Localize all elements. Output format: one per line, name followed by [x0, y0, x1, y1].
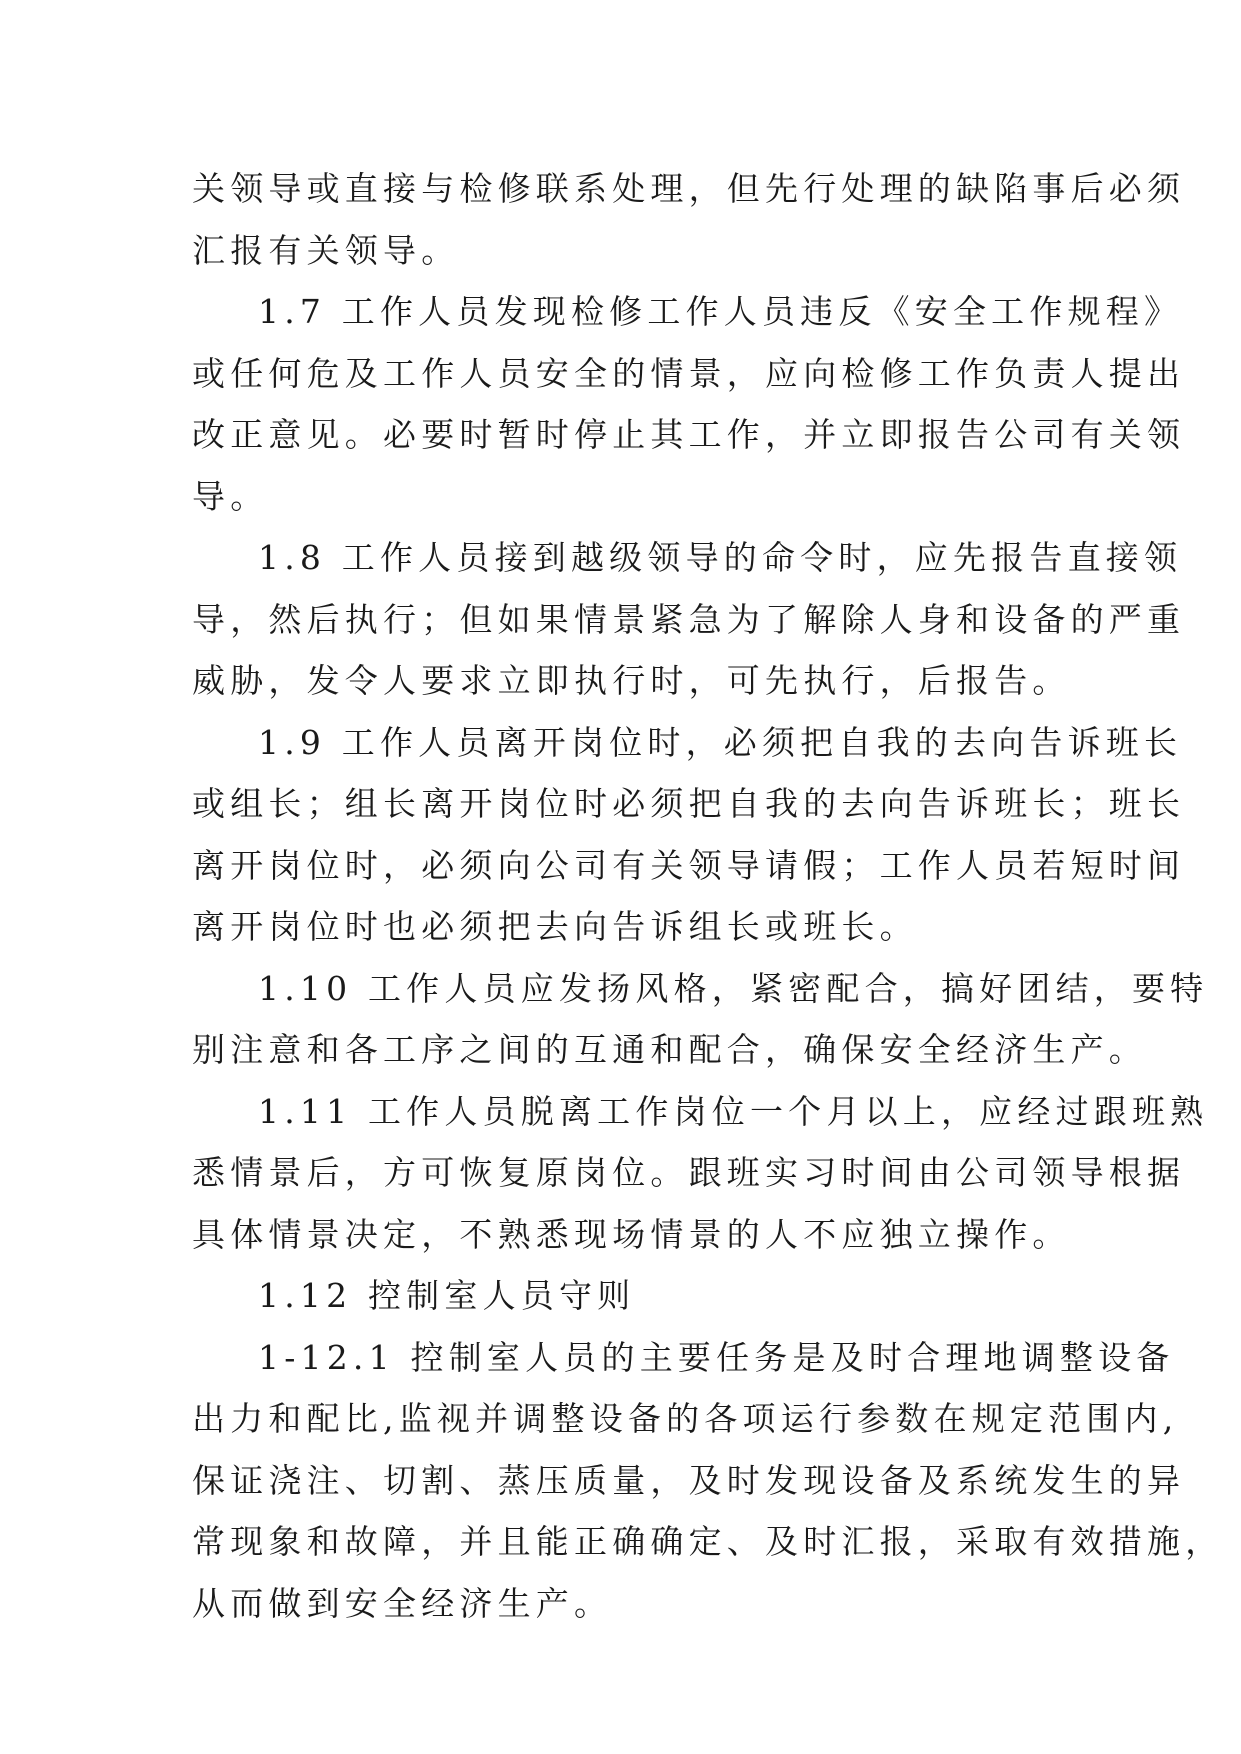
- body-line-18: 具体情景决定，不熟悉现场情景的人不应独立操作。: [192, 1214, 1071, 1254]
- body-line-15: 别注意和各工序之间的互通和配合，确保安全经济生产。: [192, 1030, 1147, 1069]
- body-line-11: 或组长；组长离开岗位时必须把自我的去向告诉班长；班长: [192, 784, 1186, 823]
- body-line-13: 离开岗位时也必须把去向告诉组长或班长。: [192, 907, 918, 946]
- body-line-5: 改正意见。必要时暂时停止其工作，并立即报告公司有关领: [192, 415, 1186, 454]
- body-line-23: 常现象和故障，并且能正确确定、及时汇报，采取有效措施，: [192, 1522, 1224, 1561]
- section-1-12-1-first-line: 1-12.1 控制室人员的主要任务是及时合理地调整设备: [258, 1337, 1175, 1377]
- section-1-9-first-line: 1.9 工作人员离开岗位时，必须把自我的去向告诉班长: [258, 722, 1183, 762]
- body-line-4: 或任何危及工作人员安全的情景，应向检修工作负责人提出: [192, 353, 1186, 393]
- document-body: [192, 158, 1224, 1634]
- body-line-17: 悉情景后，方可恢复原岗位。跟班实习时间由公司领导根据: [192, 1153, 1186, 1192]
- section-1-10-first-line: 1.10 工作人员应发扬风格，紧密配合，搞好团结，要特: [258, 968, 1209, 1008]
- section-1-11-first-line: 1.11 工作人员脱离工作岗位一个月以上，应经过跟班熟: [258, 1091, 1209, 1131]
- section-1-8-first-line: 1.8 工作人员接到越级领导的命令时，应先报告直接领: [258, 538, 1183, 577]
- body-line-1: 关领导或直接与检修联系处理，但先行处理的缺陷事后必须: [192, 169, 1186, 208]
- section-1-12-heading: 1.12 控制室人员守则: [258, 1276, 636, 1315]
- body-line-21: 出力和配比,监视并调整设备的各项运行参数在规定范围内,: [192, 1399, 1179, 1438]
- body-line-8: 导，然后执行；但如果情景紧急为了解除人身和设备的严重: [192, 599, 1186, 639]
- body-line-12: 离开岗位时，必须向公司有关领导请假；工作人员若短时间: [192, 845, 1186, 885]
- section-1-7-first-line: 1.7 工作人员发现检修工作人员违反《安全工作规程》: [258, 292, 1183, 331]
- body-line-6: 导。: [192, 476, 269, 516]
- body-line-9: 威胁，发令人要求立即执行时，可先执行，后报告。: [192, 661, 1071, 700]
- body-line-24: 从而做到安全经济生产。: [192, 1583, 613, 1623]
- body-line-22: 保证浇注、切割、蒸压质量，及时发现设备及系统发生的异: [192, 1460, 1186, 1500]
- body-line-2: 汇报有关领导。: [192, 230, 460, 270]
